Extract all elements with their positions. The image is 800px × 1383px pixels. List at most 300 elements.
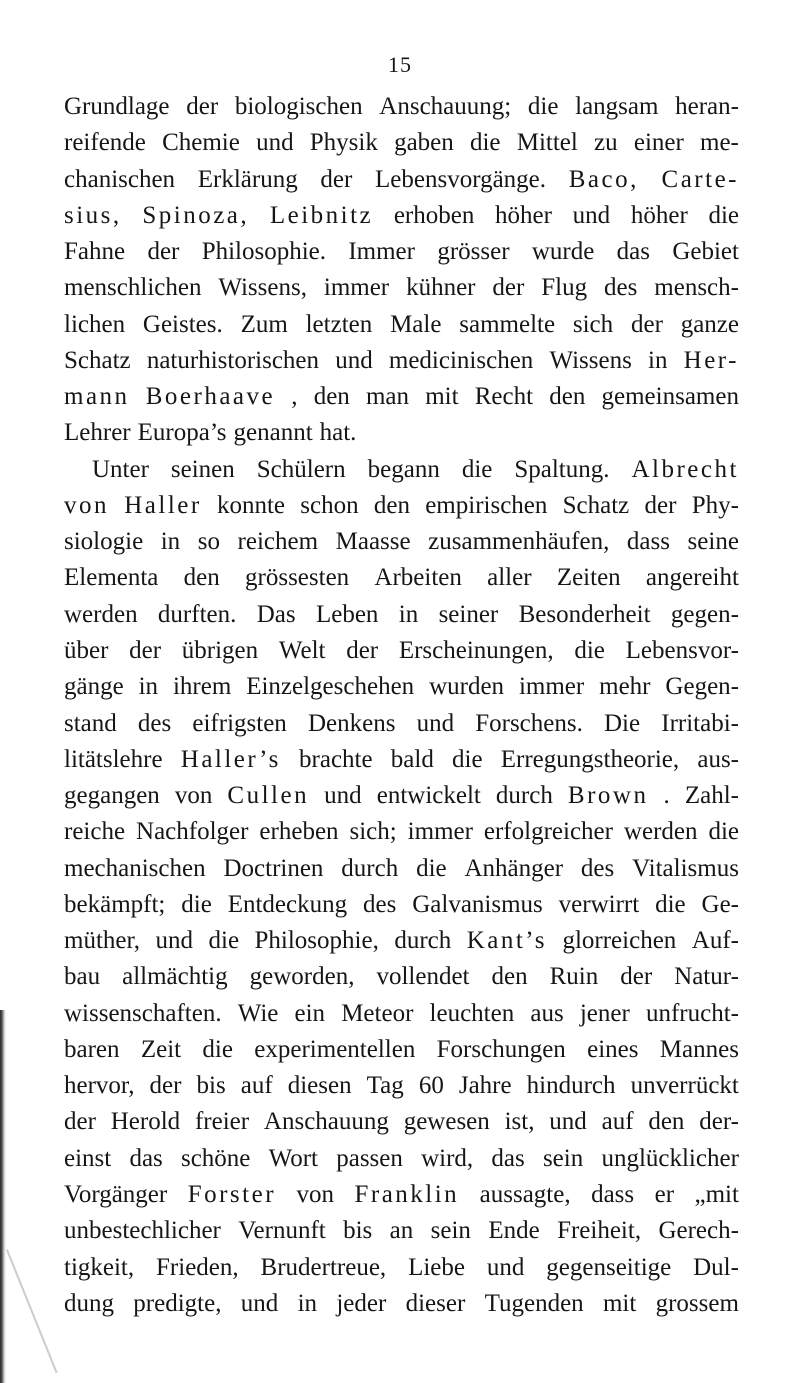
word: und <box>256 129 294 157</box>
word: reiche <box>64 818 126 846</box>
word: konnte <box>216 491 286 519</box>
word: Wie <box>237 999 279 1027</box>
word: eifrigsten <box>192 709 287 737</box>
word: ganze <box>680 310 739 338</box>
word: und <box>324 782 362 810</box>
word: aller <box>487 564 532 592</box>
word: Zum <box>240 310 288 338</box>
word: Wissens, <box>218 274 307 302</box>
word: den <box>373 491 410 519</box>
text-line <box>64 307 739 343</box>
word: Spaltung. <box>514 455 610 483</box>
word: man <box>365 383 410 411</box>
spaced-name: Her- <box>683 346 739 374</box>
text-line <box>64 270 739 306</box>
word: des <box>580 854 615 882</box>
word: Forschungen <box>436 1035 566 1063</box>
word: bald <box>390 745 434 773</box>
word: Das <box>256 600 296 628</box>
word: sich <box>572 310 614 338</box>
spaced-name: Brown <box>567 782 649 810</box>
text-line <box>64 597 739 633</box>
word: Phy- <box>691 491 739 519</box>
word: der <box>644 491 677 519</box>
word: Lebensvor- <box>625 636 739 664</box>
word: eines <box>587 1035 639 1063</box>
word: Zeiten <box>556 564 621 592</box>
word: auf <box>240 1072 273 1100</box>
word: Chemie <box>162 129 240 157</box>
word: Meteor <box>341 999 414 1027</box>
word: entwickelt <box>376 782 481 810</box>
word: bis <box>196 1072 226 1100</box>
word: . <box>663 782 670 810</box>
word: Fahne <box>64 238 126 266</box>
word: das <box>616 238 650 266</box>
word: Elementa <box>64 564 159 592</box>
text-line <box>64 923 739 959</box>
word: Immer <box>348 238 415 266</box>
word: die <box>655 890 686 918</box>
word: der <box>147 238 180 266</box>
word: Zahl- <box>684 782 739 810</box>
word: brachte <box>299 745 373 773</box>
word: zu <box>594 129 618 157</box>
text-line <box>64 1213 739 1249</box>
word: mechanischen <box>64 854 206 882</box>
text-line <box>64 996 739 1032</box>
word: über <box>64 636 109 664</box>
word: sammelte <box>459 310 556 338</box>
word: durch <box>341 854 399 882</box>
word: tigkeit, <box>64 1253 135 1281</box>
word: Erregungstheorie, <box>500 745 680 773</box>
word: Geistes. <box>142 310 223 338</box>
word: naturhistorischen <box>146 346 320 374</box>
text-line <box>64 1032 739 1068</box>
word: Gerech- <box>658 1217 739 1245</box>
word: die <box>416 854 447 882</box>
word: begann <box>367 455 440 483</box>
word: unfrucht- <box>645 999 739 1027</box>
word: gewesen <box>403 1108 490 1136</box>
word: der <box>64 1108 96 1136</box>
word: Ge- <box>701 890 739 918</box>
word: Zeit <box>140 1035 182 1063</box>
word: predigte, <box>133 1289 222 1317</box>
text-line <box>64 742 739 778</box>
word: in <box>138 673 159 701</box>
word: Entdeckung <box>227 890 348 918</box>
word: aussagte, <box>479 1180 571 1208</box>
word: höher <box>630 201 688 229</box>
word: werden <box>64 600 138 628</box>
word: immer <box>407 818 473 846</box>
word: Herold <box>110 1108 181 1136</box>
word: aus- <box>697 745 739 773</box>
word: bekämpft; <box>64 890 166 918</box>
word: Lehrer <box>64 419 131 447</box>
word: immer <box>518 673 585 701</box>
word: Europa’s <box>137 419 227 447</box>
word: Wort <box>268 1144 318 1172</box>
word: die <box>208 927 240 955</box>
word: chanischen <box>64 165 176 193</box>
word: heran- <box>675 93 739 120</box>
word: Auf- <box>691 927 739 955</box>
word: die <box>452 745 483 773</box>
word: den <box>549 383 586 411</box>
word: und <box>486 1253 525 1281</box>
word: Male <box>390 310 442 338</box>
word: in <box>160 528 181 556</box>
word: der <box>620 963 653 991</box>
word: der <box>149 1072 182 1100</box>
word: schöne <box>180 1144 251 1172</box>
word: Nachfolger <box>136 818 249 846</box>
word: müther, <box>64 927 141 955</box>
spaced-name: Kant’s <box>466 927 547 955</box>
word: allmächtig <box>122 963 228 991</box>
word: genannt <box>233 419 313 447</box>
word: durch <box>394 927 452 955</box>
spaced-name: Leibnitz <box>269 201 374 229</box>
text-line <box>64 633 739 669</box>
spaced-name: Forster <box>187 1180 277 1208</box>
word: und <box>549 1108 587 1136</box>
spaced-name: Cullen <box>227 782 310 810</box>
word: ein <box>294 999 326 1027</box>
word: an <box>389 1217 414 1245</box>
word: Philosophie. <box>201 238 327 266</box>
spaced-name: Haller’s <box>180 745 281 773</box>
word: hindurch <box>526 1072 616 1100</box>
word: die <box>469 129 501 157</box>
word: 60 <box>418 1072 444 1100</box>
word: grösser <box>437 238 510 266</box>
word: werden <box>623 818 698 846</box>
word: in <box>648 346 668 374</box>
word: letzten <box>305 310 373 338</box>
word: baren <box>64 1035 120 1063</box>
text-line <box>64 1250 739 1286</box>
spaced-name: mann <box>64 383 130 411</box>
word: seine <box>687 528 739 556</box>
word: von <box>296 1180 334 1208</box>
word: Vitalismus <box>632 854 739 882</box>
text-line <box>64 198 739 234</box>
word: kühner <box>406 274 476 302</box>
word: auf <box>601 1108 634 1136</box>
word: Gegen- <box>665 673 739 701</box>
word: wird, <box>421 1144 474 1172</box>
word: den <box>183 564 220 592</box>
word: passen <box>336 1144 403 1172</box>
word: Schatz <box>64 346 131 374</box>
word: die <box>527 93 559 120</box>
word: Tugenden <box>484 1289 584 1317</box>
text-line <box>64 234 739 270</box>
word: die <box>461 455 493 483</box>
word: die <box>574 636 605 664</box>
word: und <box>416 709 455 737</box>
word: immer <box>323 274 390 302</box>
word: freier <box>194 1108 250 1136</box>
word: in <box>297 1289 318 1317</box>
word: Brudertreue, <box>260 1253 387 1281</box>
word: des <box>604 274 638 302</box>
word: Anhänger <box>464 854 564 882</box>
spaced-name: von <box>64 491 109 519</box>
word: ist, <box>504 1108 535 1136</box>
word: seinen <box>170 455 235 483</box>
text-line <box>64 1177 739 1213</box>
text-line <box>64 343 739 379</box>
word: gänge <box>64 673 124 701</box>
word: wurde <box>531 238 595 266</box>
word: Vorgänger <box>64 1180 168 1208</box>
word: langsam <box>575 93 659 120</box>
word: lichen <box>64 310 126 338</box>
spaced-name: Franklin <box>354 1180 460 1208</box>
text-line <box>64 488 739 524</box>
word: mensch- <box>654 274 739 302</box>
word: siologie <box>64 528 144 556</box>
word: aus <box>530 999 564 1027</box>
word: des <box>363 890 397 918</box>
word: sein <box>430 1217 471 1245</box>
word: erfolgreicher <box>483 818 613 846</box>
word: Schülern <box>256 455 346 483</box>
word: Anschauung <box>263 1108 389 1136</box>
word: durften. <box>157 600 237 628</box>
word: erheben <box>259 818 339 846</box>
word: unglücklicher <box>601 1144 739 1172</box>
word: Grundlage <box>64 93 170 120</box>
word: geworden, <box>249 963 355 991</box>
word: „mit <box>694 1180 739 1208</box>
word: wissenschaften. <box>64 999 222 1027</box>
word: das <box>491 1144 525 1172</box>
word: den <box>648 1108 685 1136</box>
word: Natur- <box>674 963 739 991</box>
word: in <box>398 600 419 628</box>
spaced-name: Baco, <box>568 165 639 193</box>
word: den <box>313 383 350 411</box>
word: bau <box>64 963 101 991</box>
word: angereiht <box>645 564 739 592</box>
word: der- <box>699 1108 739 1136</box>
word: Liebe <box>408 1253 465 1281</box>
word: jeder <box>336 1289 387 1317</box>
word: gaben <box>394 129 454 157</box>
word: Forschens. <box>475 709 583 737</box>
word: Die <box>604 709 641 737</box>
word: einer <box>633 129 684 157</box>
word: Einzelgeschehen <box>246 673 415 701</box>
word: mit <box>602 1289 637 1317</box>
text-line <box>64 125 739 161</box>
word: ihrem <box>172 673 232 701</box>
word: und <box>240 1289 279 1317</box>
word: medicinischen <box>388 346 534 374</box>
word: Gebiet <box>672 238 739 266</box>
word: glorreichen <box>562 927 677 955</box>
word: Ende <box>488 1217 540 1245</box>
word: die <box>202 1035 233 1063</box>
word: Welt <box>278 636 326 664</box>
text-line <box>64 814 739 850</box>
text-line <box>64 89 739 125</box>
word: leuchten <box>429 999 515 1027</box>
word: experimentellen <box>254 1035 416 1063</box>
text-line <box>64 706 739 742</box>
text-line <box>64 851 739 887</box>
text-line <box>64 1141 739 1177</box>
word: stand <box>64 709 117 737</box>
word: Maasse <box>335 528 411 556</box>
word: , <box>291 383 298 411</box>
word: Tag <box>366 1072 404 1100</box>
word: durch <box>495 782 553 810</box>
text-line <box>64 162 739 198</box>
word: gegangen <box>64 782 160 810</box>
word: gemeinsamen <box>601 383 739 411</box>
word: die <box>708 201 739 229</box>
word: Galvanismus <box>412 890 543 918</box>
word: und <box>155 927 194 955</box>
word: Frieden, <box>156 1253 239 1281</box>
word: gegenseitige <box>546 1253 672 1281</box>
word: von <box>174 782 213 810</box>
text-line <box>64 1068 739 1104</box>
text-line <box>64 560 739 596</box>
word: übrigen <box>181 636 259 664</box>
word: Mittel <box>516 129 578 157</box>
word: der <box>492 274 525 302</box>
word: dass <box>591 1180 635 1208</box>
word: der <box>346 636 379 664</box>
word: gegen- <box>670 600 739 628</box>
word: seiner <box>438 600 499 628</box>
word: Besonderheit <box>518 600 651 628</box>
text-line <box>64 452 739 488</box>
word: bis <box>343 1217 373 1245</box>
word: sich; <box>349 818 397 846</box>
word: vollendet <box>376 963 470 991</box>
word: unverrückt <box>630 1072 739 1100</box>
body-text <box>64 89 739 1322</box>
word: das <box>129 1144 163 1172</box>
word: biologischen <box>234 93 363 120</box>
page-number: 15 <box>388 52 412 77</box>
word: me- <box>700 129 739 157</box>
word: grossem <box>655 1289 739 1317</box>
text-line <box>64 778 739 814</box>
word: litätslehre <box>64 745 163 773</box>
word: Anschauung; <box>379 93 512 120</box>
word: der <box>129 636 162 664</box>
word: Philosophie, <box>254 927 379 955</box>
word: Arbeiten <box>374 564 462 592</box>
word: dieser <box>405 1289 466 1317</box>
word: verwirrt <box>558 890 640 918</box>
text-line <box>64 669 739 705</box>
word: Mannes <box>659 1035 739 1063</box>
word: Vernunft <box>238 1217 326 1245</box>
word: diesen <box>287 1072 352 1100</box>
word: hervor, <box>64 1072 135 1100</box>
word: der <box>186 93 219 120</box>
word: Lebensvorgänge. <box>375 165 547 193</box>
word: Jahre <box>458 1072 512 1100</box>
word: Schatz <box>562 491 630 519</box>
word: unbestechlicher <box>64 1217 221 1245</box>
word: Doctrinen <box>223 854 324 882</box>
word: Leben <box>315 600 379 628</box>
word: Wissens <box>549 346 632 374</box>
word: und <box>572 201 611 229</box>
word: die <box>708 818 739 846</box>
word: grössesten <box>245 564 350 592</box>
word: so <box>197 528 220 556</box>
word: zusammenhäufen, <box>428 528 610 556</box>
word: Unter <box>92 455 149 483</box>
word: den <box>491 963 528 991</box>
text-line <box>64 1286 739 1322</box>
text-line <box>64 1104 739 1140</box>
text-line <box>64 887 739 923</box>
spaced-name: Carte- <box>661 165 739 193</box>
word: Physik <box>309 129 378 157</box>
word: dass <box>626 528 670 556</box>
word: höher <box>495 201 552 229</box>
word: einst <box>64 1144 112 1172</box>
word: Recht <box>474 383 534 411</box>
word: Erscheinungen, <box>398 636 554 664</box>
word: mit <box>425 383 459 411</box>
word: die <box>181 890 212 918</box>
word: wurden <box>429 673 505 701</box>
spaced-name: sius, <box>64 201 122 229</box>
page-edge-shadow <box>0 1010 6 1383</box>
text-line <box>64 379 739 415</box>
word: Dul- <box>693 1253 739 1281</box>
spaced-name: Spinoza, <box>142 201 250 229</box>
text-line <box>64 959 739 995</box>
word: empirischen <box>425 491 548 519</box>
word: er <box>654 1180 675 1208</box>
word: des <box>137 709 172 737</box>
word: jener <box>579 999 630 1027</box>
word: menschlichen <box>64 274 202 302</box>
spaced-name: Haller <box>124 491 202 519</box>
word: sein <box>542 1144 584 1172</box>
word: hat. <box>319 419 357 447</box>
word: Irritabi- <box>661 709 739 737</box>
word: und <box>335 346 373 374</box>
word: Erklärung <box>197 165 298 193</box>
word: mehr <box>599 673 651 701</box>
word: der <box>630 310 663 338</box>
word: Ruin <box>549 963 599 991</box>
word: der <box>320 165 353 193</box>
spaced-name: Boerhaave <box>145 383 276 411</box>
text-line <box>64 524 739 560</box>
word: reifende <box>64 129 146 157</box>
word: reichem <box>237 528 319 556</box>
word: Freiheit, <box>557 1217 642 1245</box>
